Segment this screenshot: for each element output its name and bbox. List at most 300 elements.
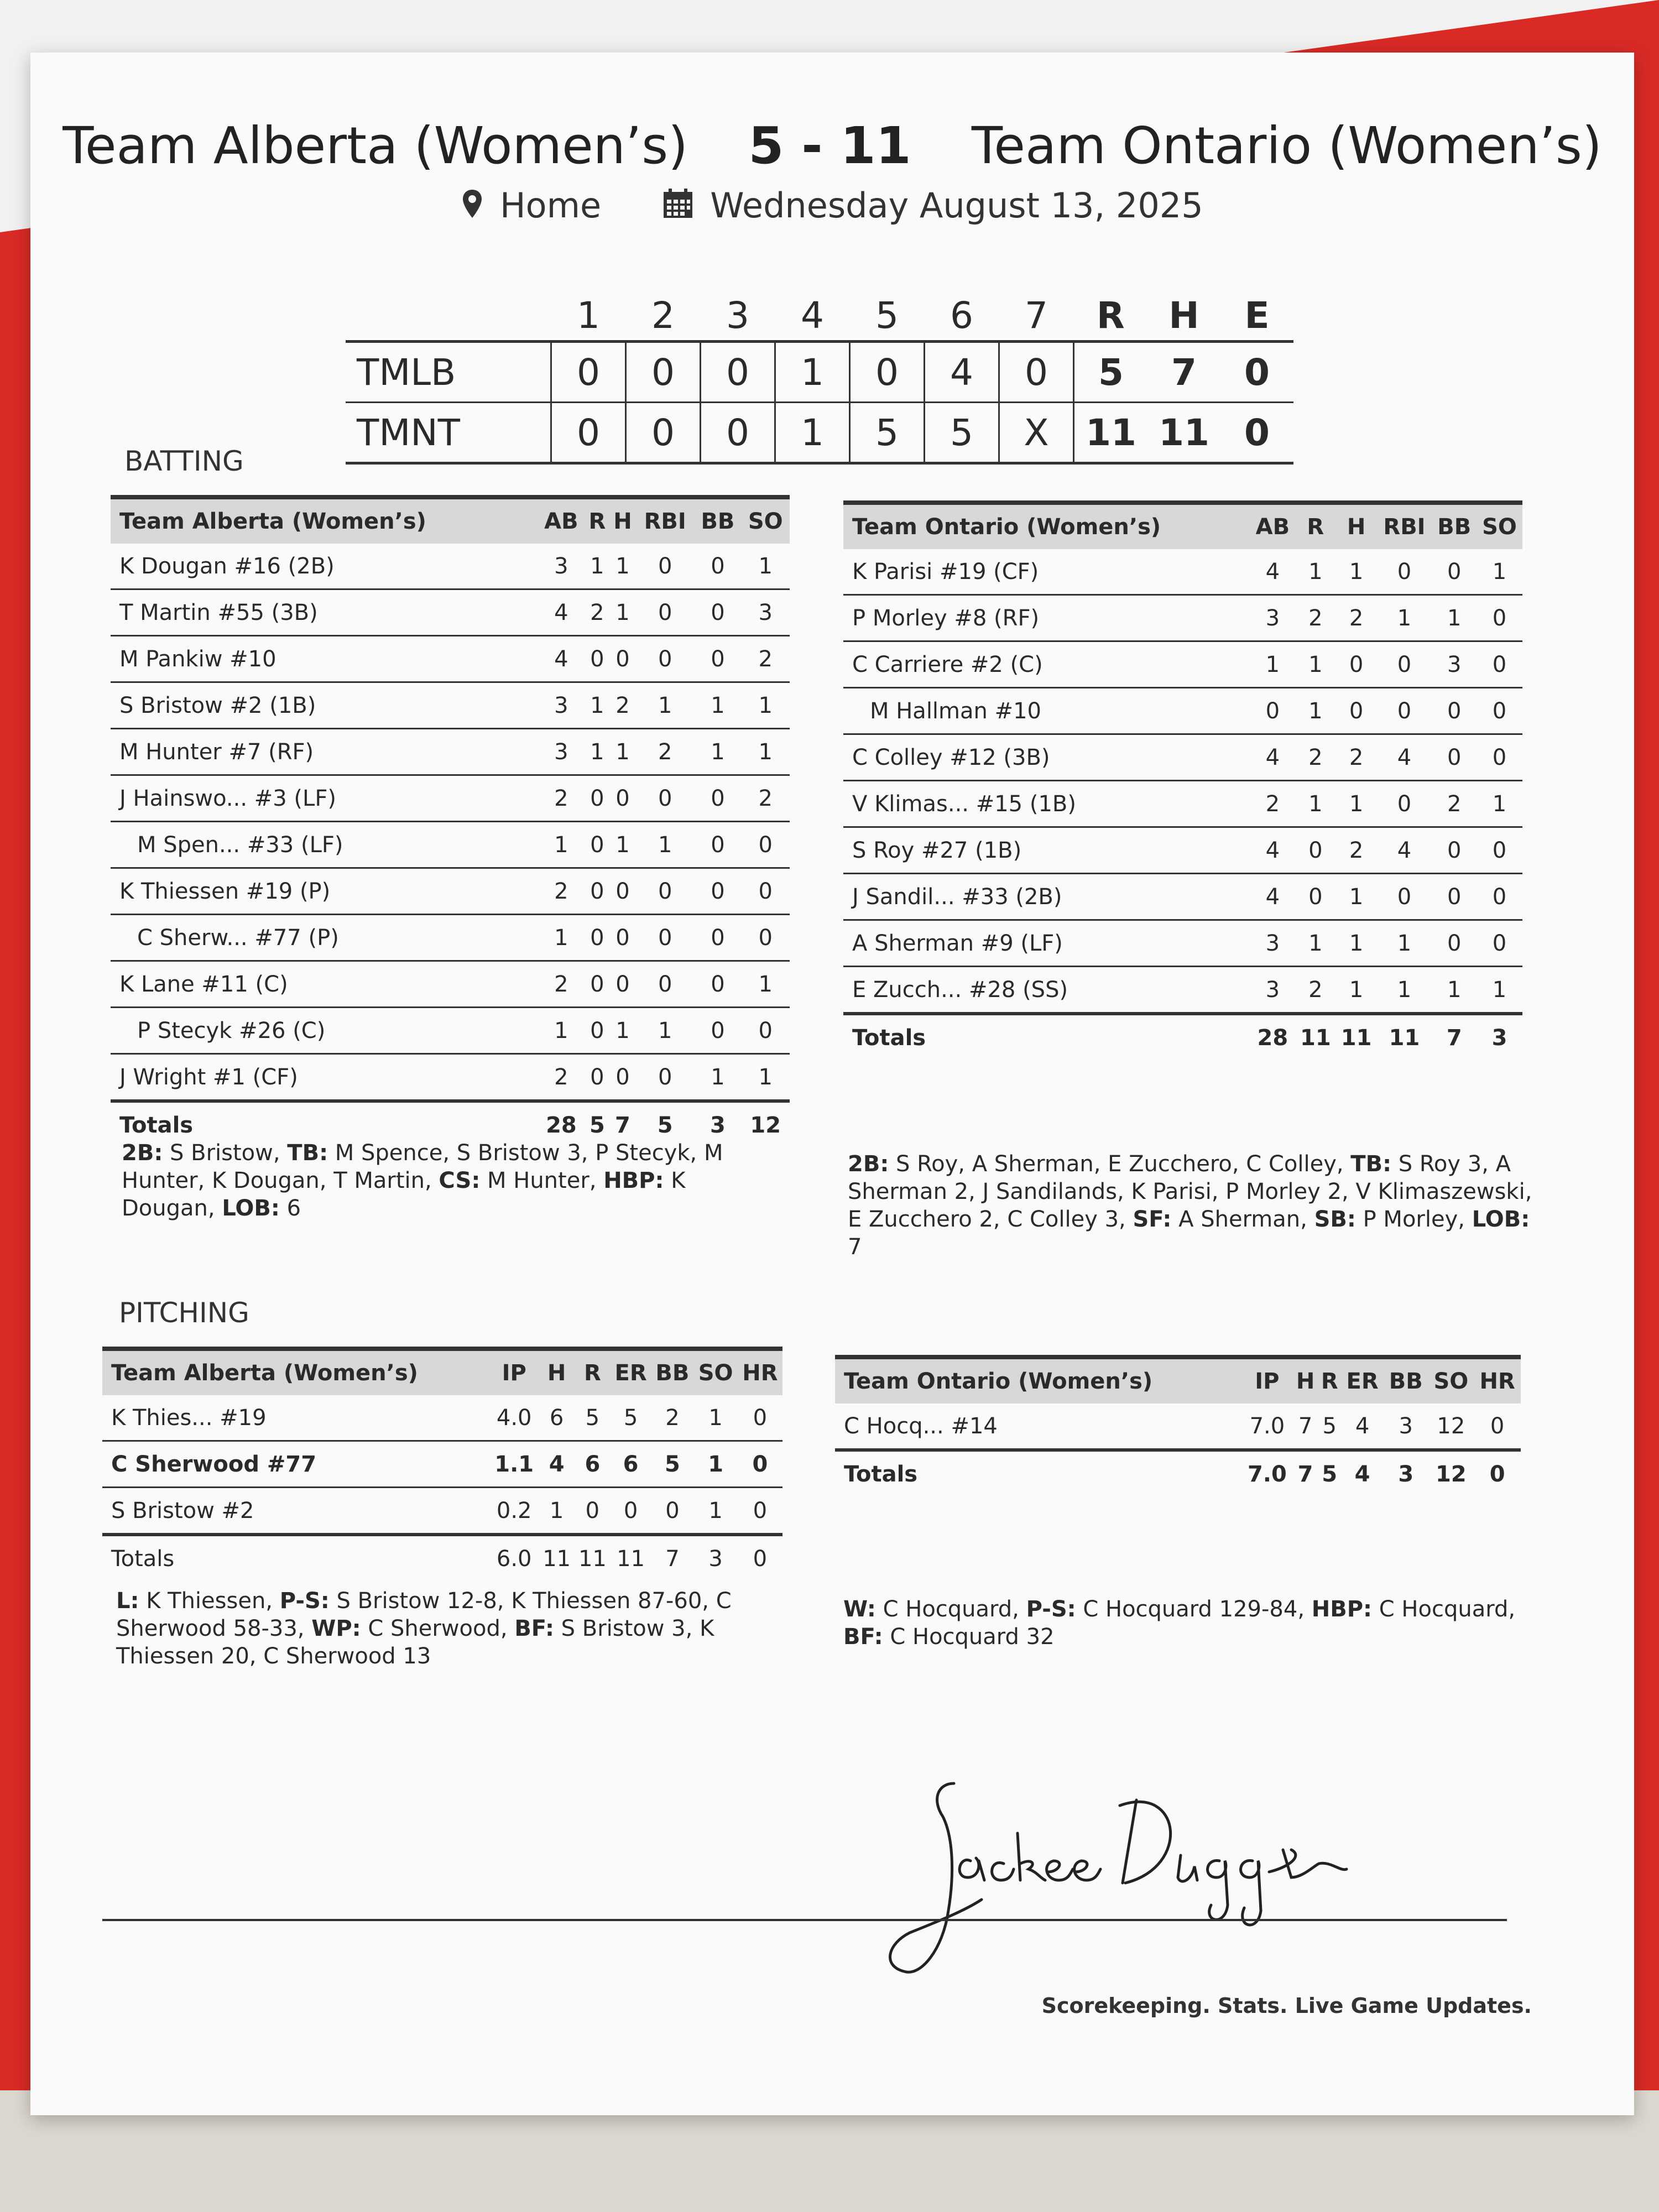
stat-cell: 2 — [1336, 734, 1377, 781]
linescore-inning-cell: 0 — [626, 342, 701, 403]
note-text: K Dougan, — [122, 1168, 686, 1221]
stat-cell: 0 — [636, 961, 695, 1008]
stat-cell: 0 — [575, 1488, 611, 1535]
stat-cell: 2 — [538, 1054, 585, 1102]
stat-cell: 3 — [741, 589, 790, 636]
totals-label: Totals — [111, 1101, 538, 1147]
stat-cell: 0 — [1376, 688, 1432, 734]
column-header: BB — [651, 1349, 693, 1395]
stat-cell: 0 — [636, 915, 695, 961]
player-name: M Pankiw #10 — [111, 636, 538, 682]
note-text: C Hocquard, — [1372, 1597, 1516, 1622]
stat-cell: 1 — [694, 682, 741, 729]
stat-cell: 0 — [585, 915, 609, 961]
player-name: C Colley #12 (3B) — [843, 734, 1250, 781]
stat-cell: 0 — [1376, 641, 1432, 688]
stat-cell: 0 — [585, 775, 609, 822]
stat-header-row — [102, 1349, 782, 1395]
pitching-table-alberta — [102, 1347, 782, 1581]
player-name: P Stecyk #26 (C) — [111, 1008, 538, 1054]
stat-cell: 0 — [1336, 641, 1377, 688]
note-key: 2B: — [122, 1140, 163, 1166]
player-name: J Hainswo... #3 (LF) — [111, 775, 538, 822]
note-text: C Hocquard 129-84, — [1076, 1597, 1312, 1622]
team-header: Team Alberta (Women’s) — [102, 1349, 489, 1395]
stat-cell: 1 — [1477, 549, 1522, 595]
player-name: C Sherwood #77 — [102, 1441, 489, 1488]
column-header: IP — [489, 1349, 539, 1395]
stat-cell: 0 — [1376, 781, 1432, 827]
player-name: A Sherman #9 (LF) — [843, 920, 1250, 967]
stat-cell: 0 — [741, 915, 790, 961]
player-row — [102, 1441, 782, 1488]
stat-cell: 2 — [538, 961, 585, 1008]
note-key: W: — [843, 1597, 876, 1622]
stat-cell: 6 — [575, 1441, 611, 1488]
column-header: H — [609, 497, 636, 544]
stat-cell: 1 — [609, 822, 636, 868]
calendar-icon — [662, 187, 694, 228]
stat-cell: 1 — [609, 589, 636, 636]
stat-cell: 1 — [1295, 549, 1336, 595]
player-row — [111, 729, 790, 775]
stat-cell: 0 — [609, 915, 636, 961]
stat-cell: 2 — [585, 589, 609, 636]
stat-cell: 0 — [611, 1488, 651, 1535]
stat-cell: 0 — [694, 1008, 741, 1054]
note-text: K Thiessen, — [139, 1588, 280, 1614]
stat-cell: 0 — [1432, 827, 1477, 874]
note-text: P Morley, — [1355, 1207, 1472, 1232]
signature-line — [102, 1919, 1507, 1921]
stat-cell: 0 — [585, 822, 609, 868]
stat-cell: 2 — [609, 682, 636, 729]
stat-cell: 1 — [1477, 781, 1522, 827]
player-name: K Lane #11 (C) — [111, 961, 538, 1008]
totals-cell: 11 — [539, 1535, 575, 1581]
stat-cell: 1 — [694, 729, 741, 775]
column-header: SO — [741, 497, 790, 544]
stat-cell: 0 — [1250, 688, 1295, 734]
totals-cell: 5 — [1318, 1450, 1341, 1496]
stat-cell: 7 — [1293, 1404, 1318, 1450]
stat-cell: 5 — [575, 1395, 611, 1441]
player-name: P Morley #8 (RF) — [843, 595, 1250, 641]
pitching-notes-ontario — [843, 1595, 1529, 1651]
stat-cell: 1 — [741, 729, 790, 775]
player-name: V Klimas... #15 (1B) — [843, 781, 1250, 827]
linescore-inning-cell: 0 — [551, 403, 626, 463]
stat-cell: 3 — [538, 729, 585, 775]
stat-cell: 1 — [609, 544, 636, 589]
linescore-inning-cell: 5 — [850, 403, 925, 463]
note-key: L: — [116, 1588, 139, 1614]
stat-cell: 0.2 — [489, 1488, 539, 1535]
player-name: M Hallman #10 — [843, 688, 1250, 734]
player-row — [111, 961, 790, 1008]
stat-cell: 0 — [636, 868, 695, 915]
stat-cell: 0 — [585, 636, 609, 682]
stat-cell: 1 — [741, 961, 790, 1008]
totals-cell: 28 — [1250, 1014, 1295, 1060]
linescore-header: 5 — [875, 294, 899, 337]
player-name: E Zucch... #28 (SS) — [843, 967, 1250, 1014]
linescore-total-H: 7 — [1147, 342, 1220, 403]
totals-cell: 12 — [741, 1101, 790, 1147]
stat-cell: 0 — [636, 636, 695, 682]
player-name: K Dougan #16 (2B) — [111, 544, 538, 589]
stat-cell: 1 — [538, 1008, 585, 1054]
linescore-inning-cell: 1 — [775, 342, 850, 403]
stat-cell: 4 — [538, 636, 585, 682]
stat-cell: 0 — [694, 775, 741, 822]
note-key: P-S: — [1026, 1597, 1076, 1622]
stat-cell: 4 — [1250, 734, 1295, 781]
player-name: C Hocq... #14 — [835, 1404, 1241, 1450]
stat-cell: 5 — [651, 1441, 693, 1488]
linescore-header: 1 — [577, 294, 600, 337]
stat-cell: 6 — [611, 1441, 651, 1488]
stat-cell: 1 — [693, 1488, 737, 1535]
stat-cell: 4 — [1250, 549, 1295, 595]
stat-cell: 2 — [651, 1395, 693, 1441]
column-header: H — [1336, 503, 1377, 549]
player-name: J Sandil... #33 (2B) — [843, 874, 1250, 920]
stat-cell: 5 — [611, 1395, 651, 1441]
note-key: TB: — [1350, 1151, 1392, 1177]
column-header: ER — [611, 1349, 651, 1395]
column-header: BB — [1432, 503, 1477, 549]
stat-cell: 2 — [1295, 595, 1336, 641]
stat-cell: 0 — [741, 1008, 790, 1054]
final-score: 5 - 11 — [748, 116, 911, 175]
stat-cell: 0 — [1477, 641, 1522, 688]
note-text: 7 — [848, 1234, 862, 1260]
linescore-total-E: 0 — [1220, 403, 1293, 463]
stat-cell: 0 — [1477, 595, 1522, 641]
player-row — [111, 868, 790, 915]
stat-cell: 0 — [609, 1054, 636, 1102]
column-header: BB — [1384, 1357, 1428, 1404]
stat-cell: 4 — [539, 1441, 575, 1488]
stat-cell: 0 — [741, 822, 790, 868]
player-name: J Wright #1 (CF) — [111, 1054, 538, 1102]
note-key: SB: — [1314, 1207, 1356, 1232]
note-text: A Sherman, — [1171, 1207, 1314, 1232]
batting-table-ontario — [843, 500, 1522, 1060]
stat-cell: 1 — [538, 915, 585, 961]
column-header: R — [1295, 503, 1336, 549]
stat-cell: 1 — [1432, 967, 1477, 1014]
stat-cell: 0 — [1432, 549, 1477, 595]
stat-cell: 7.0 — [1241, 1404, 1293, 1450]
player-row — [843, 641, 1522, 688]
linescore-total-E: 0 — [1220, 342, 1293, 403]
player-row — [102, 1395, 782, 1441]
note-key: CS: — [439, 1168, 481, 1193]
stat-cell: 6 — [539, 1395, 575, 1441]
stat-cell: 1 — [694, 1054, 741, 1102]
stat-cell: 3 — [1250, 920, 1295, 967]
stat-cell: 2 — [1336, 827, 1377, 874]
player-name: T Martin #55 (3B) — [111, 589, 538, 636]
home-team-name: Team Ontario (Women’s) — [971, 116, 1602, 175]
stat-cell: 3 — [538, 682, 585, 729]
note-text: C Hocquard 32 — [883, 1624, 1055, 1650]
linescore-header: 7 — [1025, 294, 1048, 337]
linescore-inning-cell: 0 — [551, 342, 626, 403]
linescore-inning-cell: 1 — [775, 403, 850, 463]
stat-cell: 2 — [1250, 781, 1295, 827]
stat-cell: 1 — [636, 822, 695, 868]
linescore-inning-cell: 0 — [999, 342, 1074, 403]
stat-cell: 2 — [538, 775, 585, 822]
stat-cell: 4 — [1376, 827, 1432, 874]
stat-cell: 2 — [1432, 781, 1477, 827]
totals-cell: 3 — [693, 1535, 737, 1581]
note-key: P-S: — [279, 1588, 330, 1614]
player-name: K Parisi #19 (CF) — [843, 549, 1250, 595]
note-key: BF: — [514, 1616, 554, 1641]
stat-cell: 1 — [1336, 967, 1377, 1014]
stat-cell: 1 — [693, 1395, 737, 1441]
totals-cell: 7 — [609, 1101, 636, 1147]
linescore-table — [346, 290, 1293, 465]
note-text: M Hunter, — [480, 1168, 604, 1193]
stat-cell: 0 — [1477, 734, 1522, 781]
totals-cell: 11 — [1336, 1014, 1377, 1060]
stat-cell: 0 — [1336, 688, 1377, 734]
player-row — [111, 682, 790, 729]
totals-cell: 11 — [1376, 1014, 1432, 1060]
stat-cell: 4.0 — [489, 1395, 539, 1441]
player-row — [111, 822, 790, 868]
location-pin-icon — [461, 187, 483, 228]
linescore-inning-cell: 0 — [850, 342, 925, 403]
stat-cell: 0 — [1474, 1404, 1521, 1450]
batting-notes-ontario — [848, 1150, 1533, 1261]
note-text: S Bristow 12-8, K Thiessen 87-60, C Sherwood 58-33, — [116, 1588, 732, 1641]
stat-cell: 1 — [1295, 688, 1336, 734]
totals-cell: 7 — [1293, 1450, 1318, 1496]
stat-cell: 0 — [738, 1395, 782, 1441]
totals-cell: 4 — [1341, 1450, 1384, 1496]
stat-cell: 1 — [585, 729, 609, 775]
stat-header-row — [835, 1357, 1521, 1404]
note-text: M Spence, S Bristow 3, P Stecyk, M Hunter, K Dougan, T Martin, — [122, 1140, 723, 1193]
player-row — [843, 734, 1522, 781]
stat-cell: 0 — [585, 961, 609, 1008]
linescore-header: 2 — [651, 294, 675, 337]
linescore-header: H — [1168, 294, 1199, 337]
note-text: S Roy, A Sherman, E Zucchero, C Colley, — [889, 1151, 1351, 1177]
stat-cell: 0 — [636, 1054, 695, 1102]
stat-cell: 1 — [636, 682, 695, 729]
stat-cell: 0 — [694, 915, 741, 961]
stat-cell: 1.1 — [489, 1441, 539, 1488]
player-name: K Thiessen #19 (P) — [111, 868, 538, 915]
stat-cell: 0 — [1477, 920, 1522, 967]
player-row — [102, 1488, 782, 1535]
team-header: Team Alberta (Women’s) — [111, 497, 538, 544]
team-header: Team Ontario (Women’s) — [843, 503, 1250, 549]
stat-cell: 3 — [538, 544, 585, 589]
totals-cell: 0 — [738, 1535, 782, 1581]
stat-cell: 0 — [585, 1054, 609, 1102]
player-row — [835, 1404, 1521, 1450]
linescore-header: 6 — [950, 294, 973, 337]
column-header: SO — [1428, 1357, 1474, 1404]
stat-cell: 0 — [609, 868, 636, 915]
totals-cell: 28 — [538, 1101, 585, 1147]
player-row — [111, 915, 790, 961]
stat-cell: 1 — [1295, 920, 1336, 967]
stat-cell: 2 — [636, 729, 695, 775]
stat-cell: 0 — [738, 1488, 782, 1535]
stat-cell: 1 — [1376, 967, 1432, 1014]
stat-cell: 0 — [1295, 874, 1336, 920]
linescore-inning-cell: 0 — [701, 403, 775, 463]
linescore-header: R — [1096, 294, 1125, 337]
stat-cell: 1 — [741, 544, 790, 589]
column-header: HR — [738, 1349, 782, 1395]
stat-cell: 0 — [1432, 874, 1477, 920]
stat-cell: 0 — [694, 822, 741, 868]
player-name: S Roy #27 (1B) — [843, 827, 1250, 874]
stat-cell: 1 — [1376, 595, 1432, 641]
column-header: SO — [1477, 503, 1522, 549]
stat-cell: 2 — [1336, 595, 1377, 641]
stat-cell: 4 — [1376, 734, 1432, 781]
stat-cell: 0 — [636, 775, 695, 822]
column-header: SO — [693, 1349, 737, 1395]
player-name: M Spen... #33 (LF) — [111, 822, 538, 868]
stat-cell: 0 — [1376, 874, 1432, 920]
column-header: HR — [1474, 1357, 1521, 1404]
linescore-inning-cell: 4 — [925, 342, 999, 403]
stat-cell: 0 — [694, 868, 741, 915]
linescore-inning-cell: 5 — [925, 403, 999, 463]
totals-cell: 3 — [1384, 1450, 1428, 1496]
stat-cell: 1 — [741, 682, 790, 729]
stat-cell: 1 — [1336, 549, 1377, 595]
linescore-row — [346, 342, 1293, 403]
stat-cell: 0 — [694, 544, 741, 589]
stat-cell: 0 — [1432, 688, 1477, 734]
player-row — [111, 1054, 790, 1102]
away-team-name: Team Alberta (Women’s) — [62, 116, 688, 175]
player-row — [111, 636, 790, 682]
stat-cell: 0 — [1477, 827, 1522, 874]
player-name: S Bristow #2 — [102, 1488, 489, 1535]
stat-cell: 0 — [609, 961, 636, 1008]
batting-notes-alberta — [122, 1139, 785, 1222]
totals-cell: 7 — [1432, 1014, 1477, 1060]
batting-table-alberta — [111, 495, 790, 1147]
stat-cell: 1 — [538, 822, 585, 868]
stat-cell: 12 — [1428, 1404, 1474, 1450]
player-row — [111, 775, 790, 822]
stat-cell: 1 — [1336, 874, 1377, 920]
note-text: C Hocquard, — [875, 1597, 1026, 1622]
stat-cell: 0 — [694, 589, 741, 636]
stat-cell: 1 — [1376, 920, 1432, 967]
game-meta — [30, 185, 1634, 228]
totals-label: Totals — [102, 1535, 489, 1581]
note-key: SF: — [1133, 1207, 1172, 1232]
stat-cell: 1 — [1295, 781, 1336, 827]
totals-cell: 3 — [1477, 1014, 1522, 1060]
player-row — [843, 967, 1522, 1014]
player-row — [843, 549, 1522, 595]
location-text: Home — [500, 185, 602, 226]
linescore-team: TMNT — [346, 403, 551, 463]
stat-cell: 2 — [538, 868, 585, 915]
stat-cell: 0 — [1376, 549, 1432, 595]
totals-cell: 3 — [694, 1101, 741, 1147]
column-header: R — [585, 497, 609, 544]
stat-cell: 0 — [609, 636, 636, 682]
column-header: AB — [1250, 503, 1295, 549]
column-header: IP — [1241, 1357, 1293, 1404]
column-header: R — [575, 1349, 611, 1395]
stat-cell: 1 — [609, 1008, 636, 1054]
totals-cell: 5 — [585, 1101, 609, 1147]
footer-tagline: Scorekeeping. Stats. Live Game Updates. — [1041, 1994, 1532, 2018]
note-key: TB: — [287, 1140, 328, 1166]
note-key: BF: — [843, 1624, 883, 1650]
stat-cell: 0 — [636, 544, 695, 589]
linescore-team: TMLB — [346, 342, 551, 403]
linescore-total-H: 11 — [1147, 403, 1220, 463]
stat-header-row — [111, 497, 790, 544]
note-key: WP: — [311, 1616, 361, 1641]
player-row — [843, 595, 1522, 641]
stat-cell: 2 — [1295, 734, 1336, 781]
stat-cell: 1 — [693, 1441, 737, 1488]
column-header: RBI — [1376, 503, 1432, 549]
stat-cell: 4 — [1250, 874, 1295, 920]
note-text: 6 — [279, 1196, 301, 1221]
game-title — [30, 116, 1634, 175]
stat-cell: 1 — [609, 729, 636, 775]
totals-cell: 7 — [651, 1535, 693, 1581]
stat-cell: 1 — [1477, 967, 1522, 1014]
stat-cell: 1 — [585, 682, 609, 729]
stat-cell: 0 — [651, 1488, 693, 1535]
player-name: S Bristow #2 (1B) — [111, 682, 538, 729]
player-name: C Carriere #2 (C) — [843, 641, 1250, 688]
player-row — [843, 688, 1522, 734]
pitching-notes-alberta — [116, 1587, 791, 1670]
stat-cell: 4 — [1341, 1404, 1384, 1450]
note-key: HBP: — [1311, 1597, 1373, 1622]
note-key: LOB: — [1472, 1207, 1530, 1232]
totals-cell: 11 — [1295, 1014, 1336, 1060]
totals-cell: 6.0 — [489, 1535, 539, 1581]
stat-cell: 1 — [1336, 920, 1377, 967]
column-header: R — [1318, 1357, 1341, 1404]
stat-cell: 0 — [609, 775, 636, 822]
note-text: S Bristow, — [163, 1140, 288, 1166]
stat-cell: 5 — [1318, 1404, 1341, 1450]
scorekeeper-signature — [871, 1767, 1424, 2001]
player-row — [843, 874, 1522, 920]
stat-cell: 1 — [585, 544, 609, 589]
stat-cell: 0 — [1432, 920, 1477, 967]
linescore-inning-cell: 0 — [701, 342, 775, 403]
column-header: H — [1293, 1357, 1318, 1404]
